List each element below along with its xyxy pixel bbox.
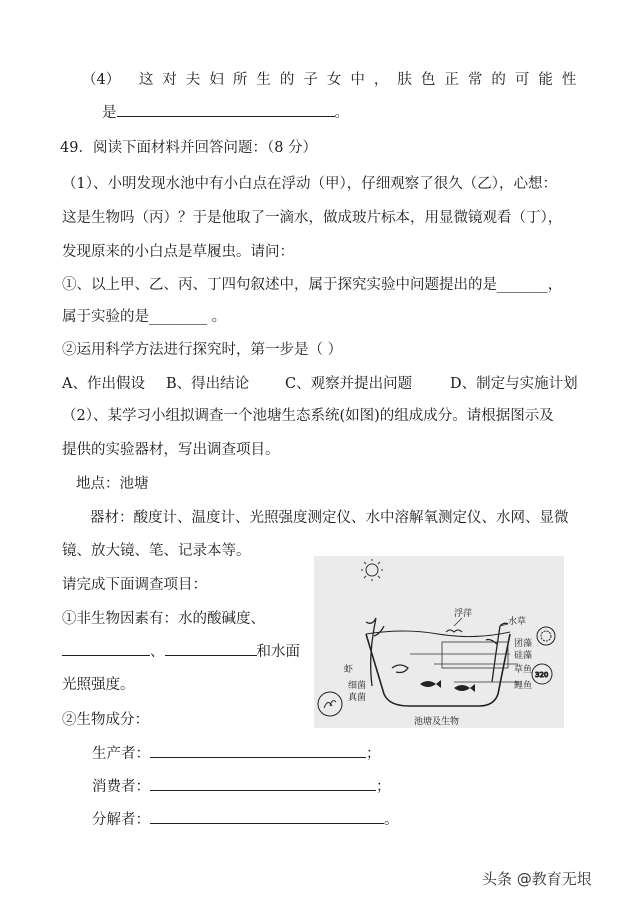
microbe-circles bbox=[532, 627, 555, 684]
label-diatom: 硅藻 bbox=[514, 651, 533, 661]
label-shrimp: 虾 bbox=[344, 665, 354, 675]
abiotic-separator: 、 bbox=[150, 644, 165, 660]
decomposer-line bbox=[92, 808, 399, 829]
abiotic-blank-2[interactable] bbox=[165, 641, 257, 656]
q49-p1-line2: 这是生物吗（丙）？于是他取了一滴水，做成玻片标本，用显微镜观看（丁）， bbox=[62, 210, 563, 226]
label-water-grass: 水草 bbox=[508, 617, 527, 627]
consumer-blank[interactable] bbox=[150, 776, 376, 791]
abiotic-and-text: 和水面 bbox=[256, 644, 300, 660]
q48-4-answer-line bbox=[102, 101, 349, 122]
consumer-line bbox=[92, 775, 391, 796]
producer-blank[interactable] bbox=[150, 743, 366, 758]
duckweed-icon bbox=[446, 630, 462, 632]
svg-text:320: 320 bbox=[535, 671, 549, 679]
label-volvox: 团藻 bbox=[514, 639, 533, 649]
q49-p1-line1: （1）、小明发现水池中有小白点在浮动（甲），仔细观察了很久（乙），心想： bbox=[62, 176, 557, 192]
consumer-semicolon: ； bbox=[376, 779, 391, 795]
q49-sub1-line2: 属于实验的是________ 。 bbox=[62, 309, 227, 325]
q48-4-line bbox=[82, 68, 585, 89]
shrimp-icon bbox=[392, 665, 408, 673]
label-fungi: 真菌 bbox=[348, 693, 367, 703]
pond-diagram bbox=[314, 556, 564, 728]
label-grass-carp: 草鱼 bbox=[514, 665, 533, 675]
equipment-line2: 镜、放大镜、笔、记录本等。 bbox=[62, 543, 251, 559]
decomposer-period: 。 bbox=[384, 812, 399, 828]
q48-4-number: （4） bbox=[82, 72, 121, 88]
option-c: C、观察并提出问题 bbox=[285, 376, 413, 392]
q49-p2-line1: （2）、某学习小组拟调查一个池塘生态系统(如图)的组成成分。请根据图示及 bbox=[62, 408, 554, 424]
sun-icon bbox=[361, 559, 383, 581]
q49-p1-line3: 发现原来的小白点是草履虫。请问： bbox=[62, 244, 294, 260]
q49-title: 49．阅读下面材料并回答问题：（8 分） bbox=[60, 140, 318, 156]
label-carp: 鲤鱼 bbox=[514, 681, 533, 691]
option-b: B、得出结论 bbox=[166, 376, 250, 392]
abiotic-line2 bbox=[62, 640, 300, 661]
decomposer-blank[interactable] bbox=[150, 809, 384, 824]
q49-sub2: ②运用科学方法进行探究时，第一步是（ ） bbox=[62, 342, 343, 358]
figure-caption: 池塘及生物 bbox=[414, 717, 460, 727]
abiotic-line3: 光照强度。 bbox=[62, 677, 135, 693]
q48-4-period: 。 bbox=[334, 105, 349, 121]
producer-semicolon: ； bbox=[366, 746, 381, 762]
label-duckweed: 浮萍 bbox=[454, 609, 473, 619]
bacteria-fungi-circle bbox=[318, 692, 342, 716]
option-d: D、制定与实施计划 bbox=[450, 376, 578, 392]
water-surface bbox=[366, 631, 510, 637]
producer-label: 生产者： bbox=[92, 746, 150, 762]
place-line: 地点：池塘 bbox=[76, 476, 149, 492]
option-a: A、作出假设 bbox=[62, 376, 145, 392]
pond-figure bbox=[314, 556, 564, 728]
biotic-heading: ②生物成分： bbox=[62, 712, 149, 728]
complete-instruction: 请完成下面调查项目： bbox=[62, 577, 207, 593]
equipment-line1: 器材：酸度计、温度计、光照强度测定仪、水中溶解氧测定仪、水网、显微 bbox=[90, 510, 569, 526]
q49-p2-line2: 提供的实验器材，写出调查项目。 bbox=[62, 442, 280, 458]
q48-4-answer-blank[interactable] bbox=[117, 102, 335, 117]
label-bacteria: 细菌 bbox=[348, 681, 367, 691]
q48-4-text: 这对夫妇所生的子女中，肤色正常的可能性 bbox=[138, 72, 586, 88]
q49-sub1-line1: ①、以上甲、乙、丙、丁四句叙述中，属于探究实验中问题提出的是_______， bbox=[62, 277, 563, 293]
decomposer-label: 分解者： bbox=[92, 812, 150, 828]
consumer-label: 消费者： bbox=[92, 779, 150, 795]
pond-basin bbox=[366, 634, 510, 706]
water-grass-right bbox=[486, 623, 508, 682]
abiotic-line1: ①非生物因素有：水的酸碱度、 bbox=[62, 611, 265, 627]
reed-plant-left bbox=[366, 618, 384, 686]
producer-line bbox=[92, 742, 381, 763]
q48-4-is-label: 是 bbox=[102, 105, 117, 121]
abiotic-blank-1[interactable] bbox=[62, 641, 150, 656]
watermark: 头条 @教育无垠 bbox=[482, 870, 592, 888]
